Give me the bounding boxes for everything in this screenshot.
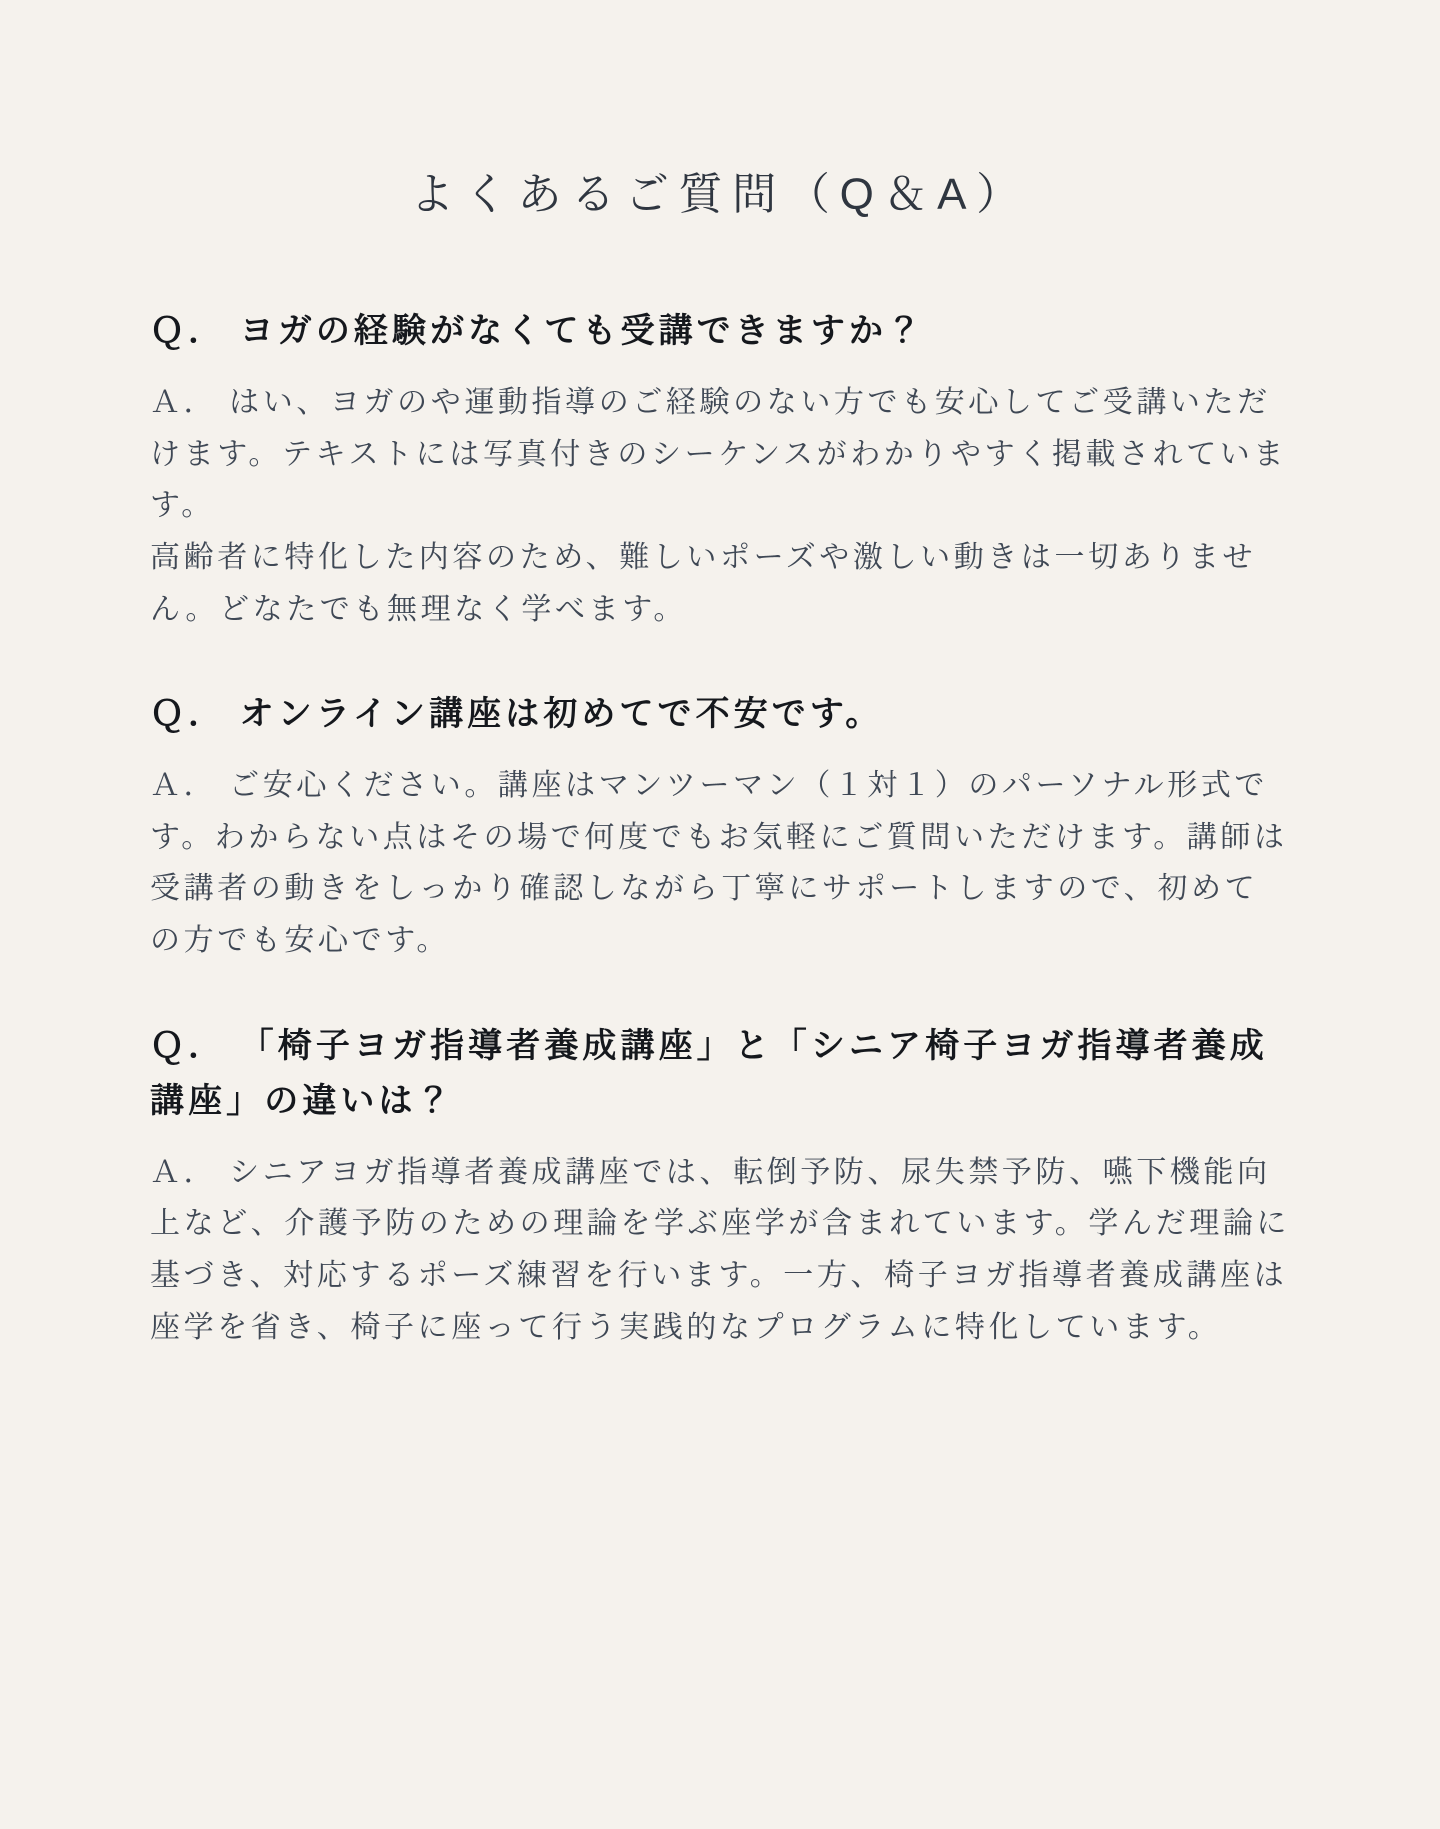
faq-answer bbox=[150, 760, 1290, 966]
faq-question: Ｑ． ヨガの経験がなくても受講できますか？ bbox=[150, 312, 926, 351]
faq-item bbox=[150, 1019, 1290, 1354]
faq-list bbox=[150, 304, 1290, 1353]
faq-answer-paragraph: Ａ． はい、ヨガのや運動指導のご経験のない方でも安心してご受講いただけます。テキストには写真付きのシーケンスがわかりやすく掲載されています。 bbox=[150, 386, 1287, 523]
faq-answer-paragraph: Ａ． シニアヨガ指導者養成講座では、転倒予防、尿失禁予防、嚥下機能向上など、介護予防のための理論を学ぶ座学が含まれています。学んだ理論に基づき、対応するポーズ練習を行います。一方、椅子ヨガ指導者養成講座は座学を省き、椅子に座って行う実践的なプログラムに特化しています。 bbox=[150, 1155, 1290, 1344]
faq-answer-paragraph: 高齢者に特化した内容のため、難しいポーズや激しい動きは一切ありません。どなたでも無理なく学べます。 bbox=[150, 540, 1257, 626]
faq-question: Ｑ． 「椅子ヨガ指導者養成講座」と「シニア椅子ヨガ指導者養成講座」の違いは？ bbox=[150, 1026, 1268, 1120]
faq-question: Ｑ． オンライン講座は初めてで不安です。 bbox=[150, 695, 884, 734]
faq-item bbox=[150, 304, 1290, 635]
page-title: よくあるご質問（Q＆A） bbox=[410, 170, 1030, 220]
faq-page bbox=[0, 29, 1440, 1829]
faq-answer bbox=[150, 377, 1290, 635]
faq-answer bbox=[150, 1147, 1290, 1353]
faq-answer-paragraph: Ａ． ご安心ください。講座はマンツーマン（１対１）のパーソナル形式です。わからない点はその場で何度でもお気軽にご質問いただけます。講師は受講者の動きをしっかり確認しながら丁寧にサポートしますので、初めての方でも安心です。 bbox=[150, 769, 1288, 957]
faq-item bbox=[150, 687, 1290, 966]
